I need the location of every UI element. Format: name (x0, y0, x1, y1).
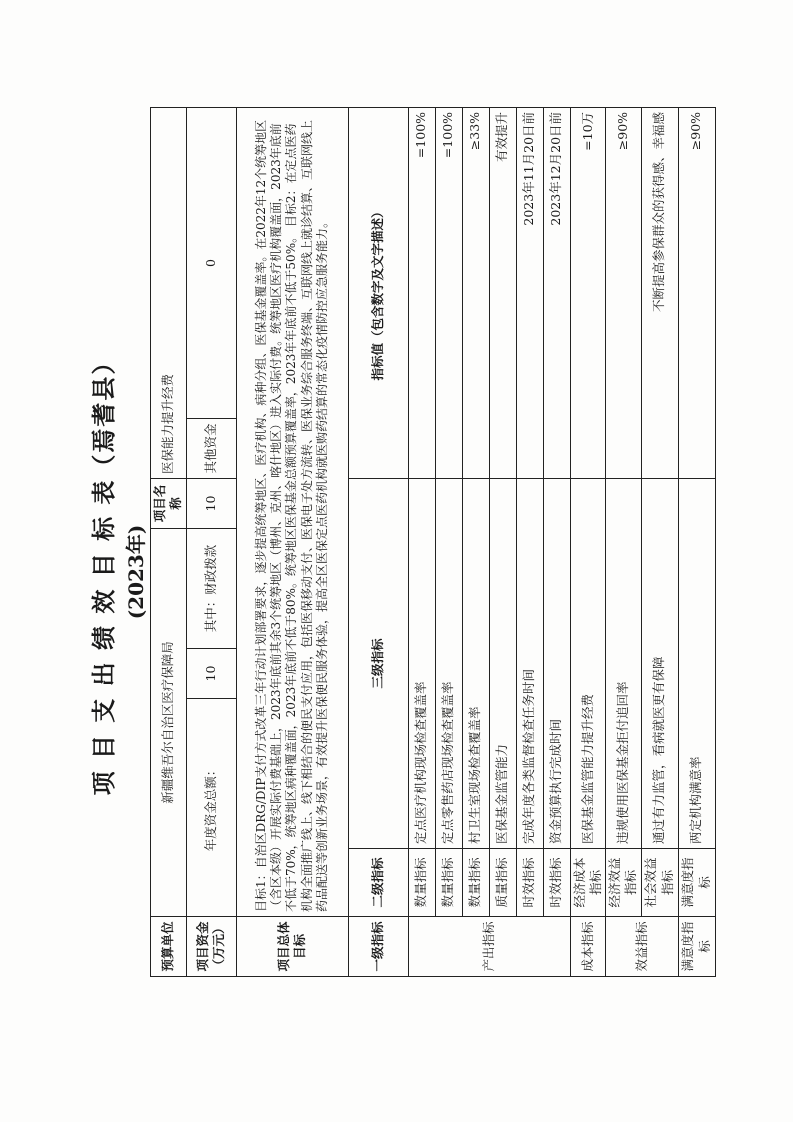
level2-header: 二级指标 (348, 849, 408, 917)
table-row (678, 107, 715, 976)
value-cell: ≥90% (678, 107, 715, 478)
table-row (435, 107, 462, 976)
level2-cell: 经济成本指标 (570, 849, 606, 917)
value-cell: =10万 (570, 107, 606, 478)
table-row (641, 107, 678, 976)
level1-cell: 效益指标 (606, 917, 679, 977)
value-cell: =100% (435, 107, 462, 478)
value-cell: 有效提升 (489, 107, 516, 478)
year-subtitle: (2023年) (124, 524, 148, 620)
value-cell: ≥33% (462, 107, 489, 478)
budget-unit-value: 新疆维吾尔自治区医疗保障局 (151, 528, 187, 916)
level1-cell: 产出指标 (408, 917, 570, 977)
performance-target-table (150, 107, 716, 977)
table-row (516, 107, 543, 976)
level3-header: 三级指标 (348, 478, 408, 848)
table-row (570, 107, 606, 976)
level3-cell: 违规使用医保基金拒付追回率 (606, 478, 642, 848)
level3-cell: 通过有力监管，看病就医更有保障 (641, 478, 678, 848)
level1-header: 一级指标 (348, 917, 408, 977)
level3-cell: 定点医疗机构现场检查覆盖率 (408, 478, 435, 848)
annual-total-label: 年度资金总额： (186, 699, 236, 917)
table-row (606, 107, 642, 976)
value-cell: ≥90% (606, 107, 642, 478)
level2-cell: 数量指标 (435, 849, 462, 917)
table-row (408, 107, 435, 976)
level2-cell: 数量指标 (408, 849, 435, 917)
value-cell: 2023年12月20日前 (543, 107, 570, 478)
level3-cell: 医保基金监管能力提升经费 (570, 478, 606, 848)
goal-row (236, 107, 348, 976)
table-row (462, 107, 489, 976)
level2-cell: 时效指标 (516, 849, 543, 917)
goal-label: 项目总体目标 (236, 917, 348, 977)
level2-cell: 数量指标 (462, 849, 489, 917)
level1-cell: 成本指标 (570, 917, 606, 977)
level3-cell: 完成年度各类监督检查任务时间 (516, 478, 543, 848)
level2-cell: 经济效益指标 (606, 849, 642, 917)
value-cell: 不断提高参保群众的获得感、幸福感 (641, 107, 678, 478)
funds-label: 项目资金（万元） (186, 917, 236, 977)
fiscal-value: 10 (186, 478, 236, 528)
level3-cell: 医保基金监管能力 (489, 478, 516, 848)
goal-text: 目标1：自治区DRG/DIP支付方式改革三年行动计划部署要求，逐步提高统筹地区、医疗机构、病种分组、医保基金覆盖率。在2022年12个统筹地区（含区本级）开展实际付费基础上，2023年底前其余3个统筹地区（博州、克州、喀什地区）进入实际付费。统筹地区医疗机构覆盖面，2023年底前不低于70%，统筹地区病种覆盖面，2023年底前不低于80%。统筹地区医保基金总额预算覆盖率，2023年年底前不低于50%。 目标2：在定点医药机构全面推广线上、线下相结合的便民支付应用，包括医保移动支付、医保电子处方流转、医保业务综合服务终端、互联网线上就诊结算、互联网线上药品配送等创新业务场景，有效提升医保便民服务体验，提高全区医保定点医药机构就医购药结算的常态化疫情防控应急服务能力。 (236, 107, 348, 916)
level3-cell: 资金预算执行完成时间 (543, 478, 570, 848)
value-cell: 2023年11月20日前 (516, 107, 543, 478)
project-name-value: 医保能力提升经费 (151, 107, 187, 478)
project-name-label: 项目名称 (151, 478, 187, 528)
value-cell: =100% (408, 107, 435, 478)
level3-cell: 两定机构满意率 (678, 478, 715, 848)
level2-cell: 社会效益指标 (641, 849, 678, 917)
annual-total-value: 10 (186, 649, 236, 699)
budget-unit-label: 预算单位 (151, 917, 187, 977)
fiscal-label: 其中：财政拨款 (186, 528, 236, 648)
level3-cell: 村卫生室现场检查覆盖率 (462, 478, 489, 848)
table-row (543, 107, 570, 976)
funds-row (186, 107, 236, 976)
level3-cell: 定点零售药店现场检查覆盖率 (435, 478, 462, 848)
other-funds-label: 其他资金 (186, 418, 236, 478)
budget-unit-row (151, 107, 187, 976)
value-header: 指标值（包含数字及文字描述） (348, 107, 408, 478)
indicator-header-row (348, 107, 408, 976)
level1-cell: 满意度指标 (678, 917, 715, 977)
level2-cell: 满意度指标 (678, 849, 715, 917)
table-row (489, 107, 516, 976)
page-title: 项 目 支 出 绩 效 目 标 表（焉耆县） (89, 348, 118, 796)
level2-cell: 质量指标 (489, 849, 516, 917)
other-funds-value: 0 (186, 107, 236, 418)
level2-cell: 时效指标 (543, 849, 570, 917)
